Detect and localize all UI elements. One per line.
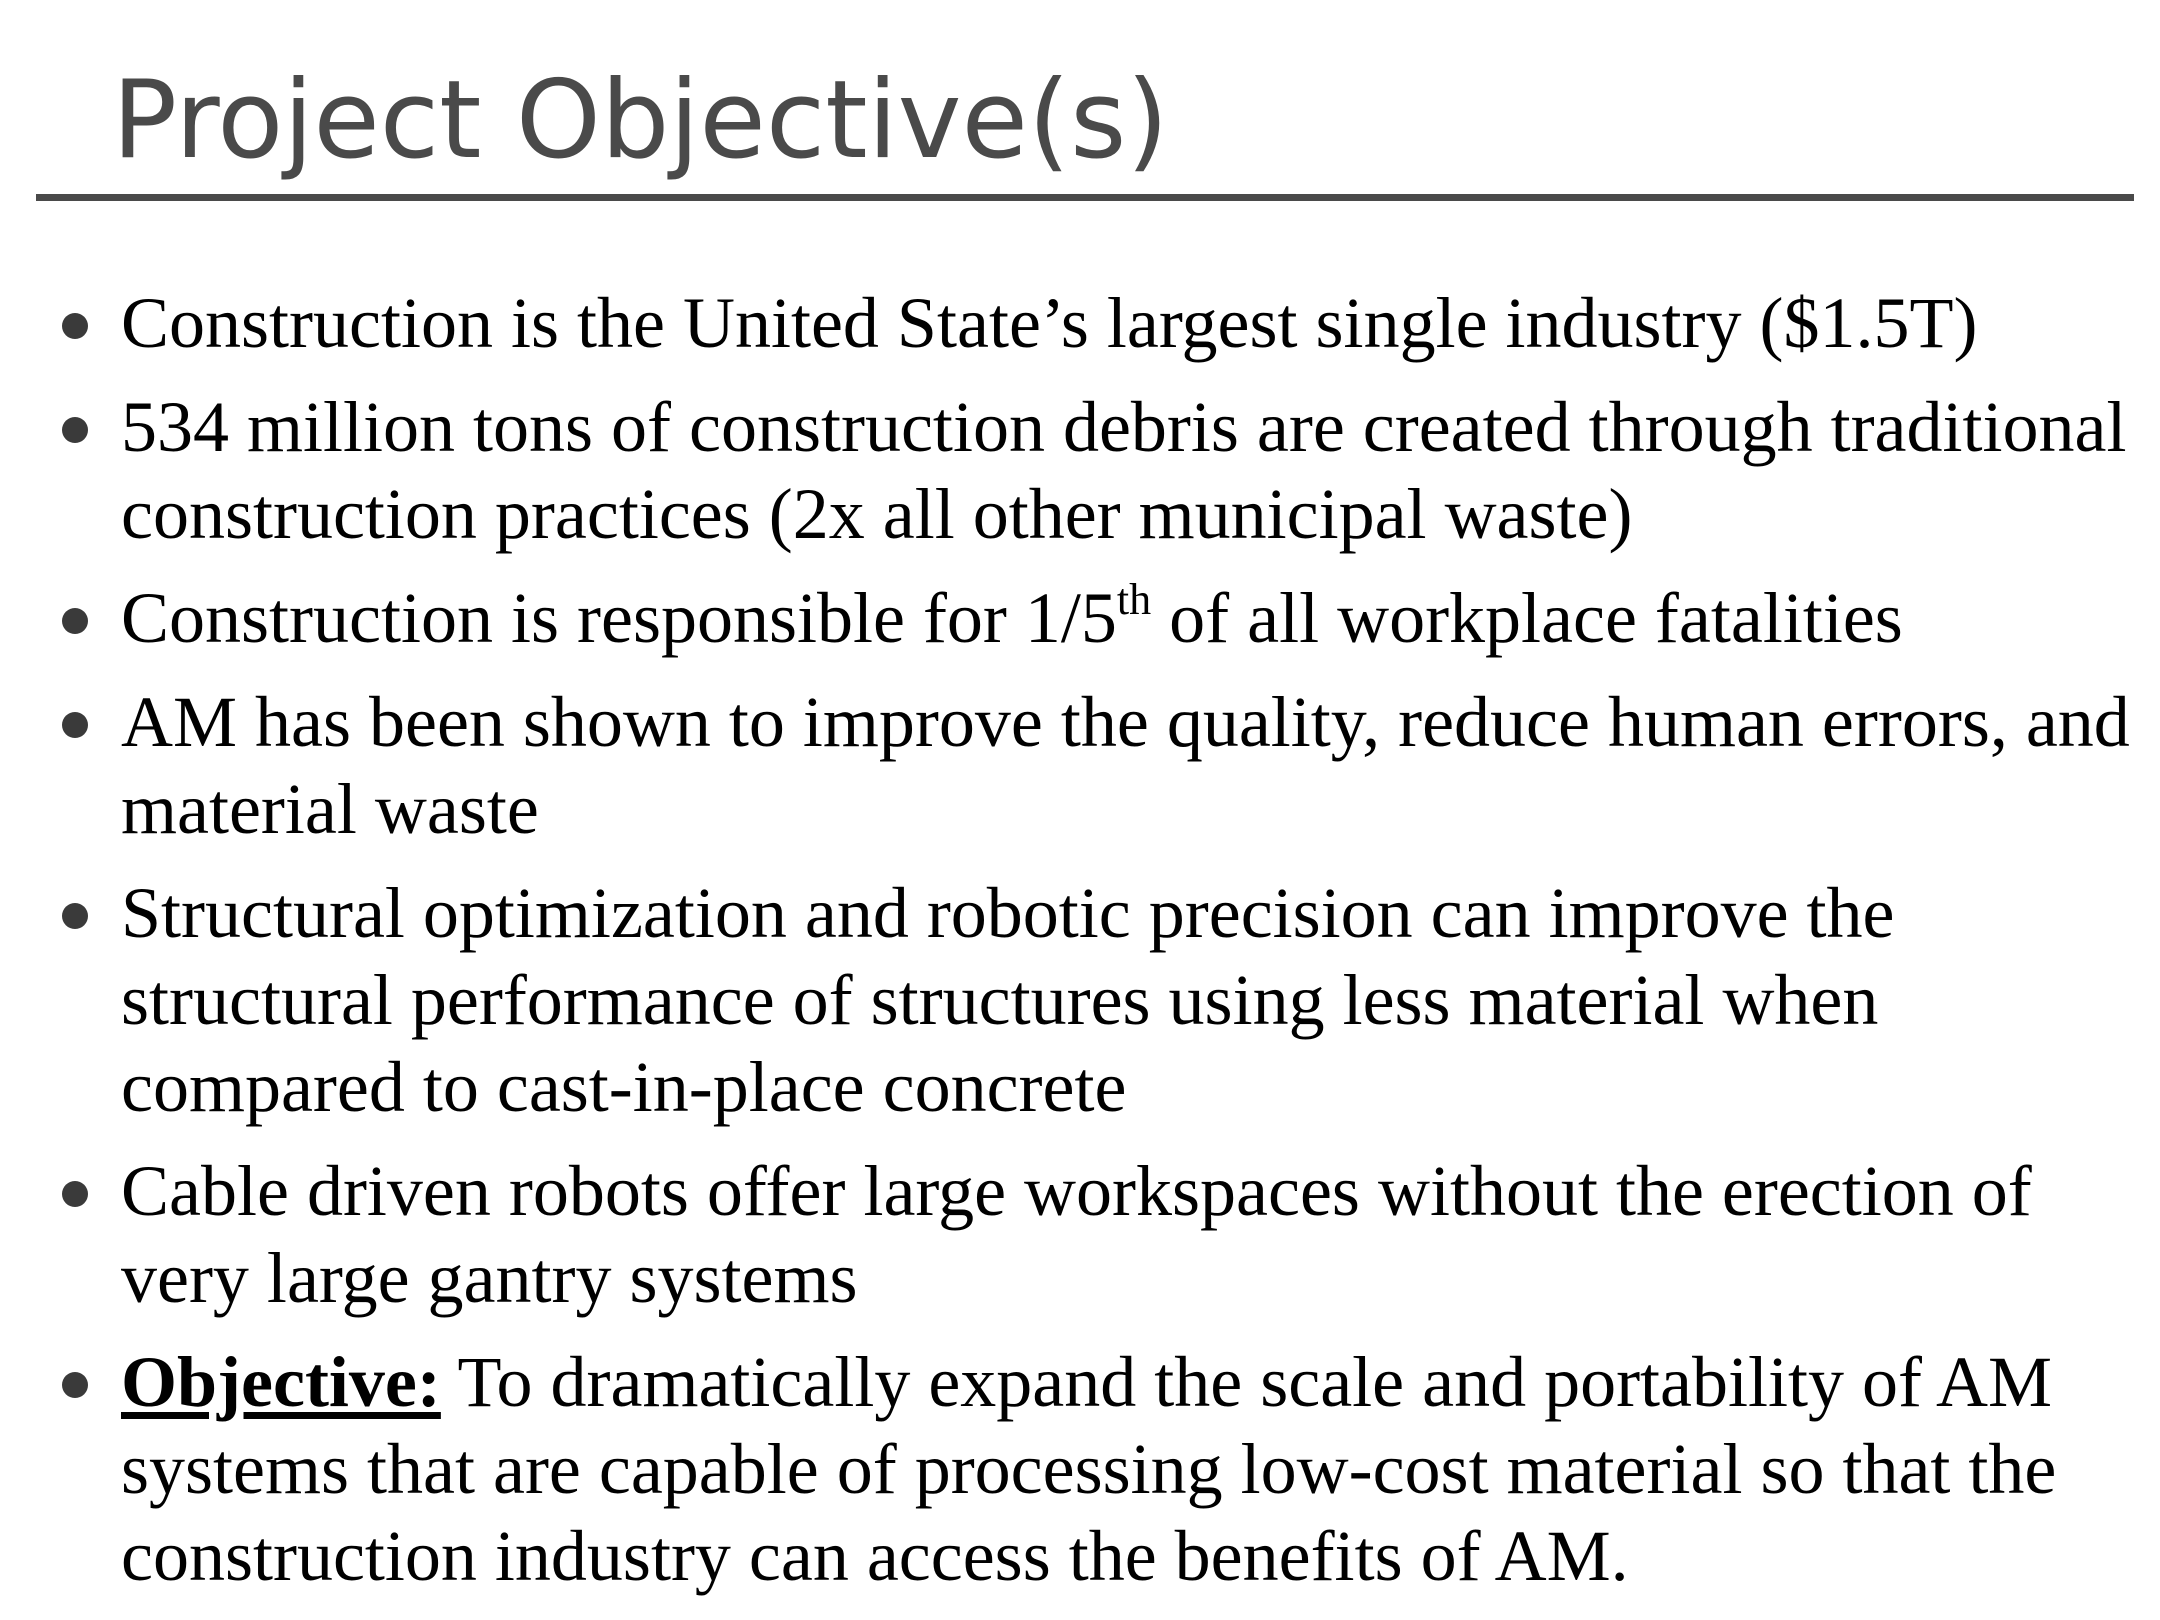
- bullet-dot-icon: [62, 1372, 88, 1398]
- bullet-list: [0, 280, 2160, 1617]
- bullet-dot-icon: [62, 1181, 88, 1207]
- bullet-item-structural-optimization: [0, 870, 2160, 1131]
- bullet-text: Structural optimization and robotic precision can improve the structural performance of structures using less material when compared to cast-in-place concrete: [121, 873, 1895, 1127]
- bullet-text: Construction is the United State’s largest single industry ($1.5T): [121, 283, 1978, 363]
- bullet-dot-icon: [62, 313, 88, 339]
- bullet-dot-icon: [62, 903, 88, 929]
- bullet-dot-icon: [62, 608, 88, 634]
- bullet-text-after: of all workplace fatalities: [1151, 578, 1903, 658]
- bullet-superscript: th: [1116, 575, 1152, 624]
- bullet-item-objective: [0, 1339, 2160, 1600]
- bullet-text: Cable driven robots offer large workspaces without the erection of very large gantry systems: [121, 1151, 2032, 1318]
- bullet-item-industry-size: [0, 280, 2160, 367]
- bullet-dot-icon: [62, 417, 88, 443]
- slide-title: Project Objective(s): [112, 58, 1169, 183]
- bullet-item-fatalities: [0, 575, 2160, 662]
- bullet-item-am-quality: [0, 679, 2160, 853]
- title-divider: [36, 194, 2134, 201]
- bullet-text: 534 million tons of construction debris are created through traditional construction practices (2x all other municipal waste): [121, 387, 2127, 554]
- bullet-text: To dramatically expand the scale and portability of AM systems that are capable of processing low-cost material so that the construction industry can access the benefits of AM.: [121, 1342, 2057, 1596]
- bullet-text: AM has been shown to improve the quality, reduce human errors, and material waste: [121, 682, 2130, 849]
- bullet-item-cable-robots: [0, 1148, 2160, 1322]
- bullet-item-construction-debris: [0, 384, 2160, 558]
- objective-label: Objective:: [121, 1342, 441, 1422]
- bullet-text-before: Construction is responsible for 1/5: [121, 578, 1117, 658]
- bullet-dot-icon: [62, 712, 88, 738]
